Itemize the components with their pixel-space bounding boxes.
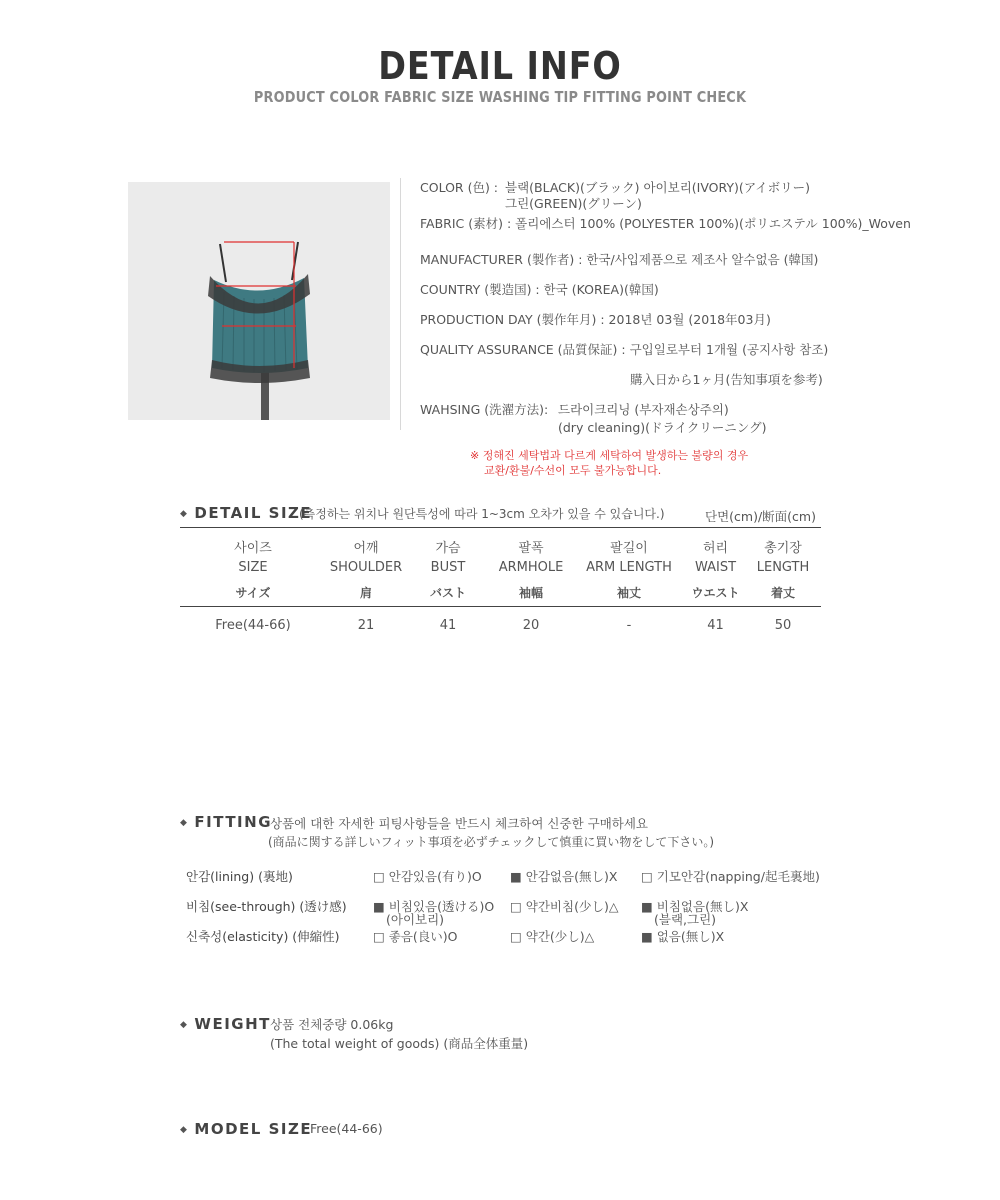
fit-elasticity-opt-3: ■ 없음(無し)X: [641, 929, 725, 944]
detail-size-heading: ◆ DETAIL SIZE: [180, 504, 313, 522]
col-length-kr: 총기장: [764, 541, 802, 556]
washing-line-2: (dry cleaning)(ドライクリーニング): [558, 420, 767, 435]
col-armhole-jp: 袖幅: [518, 586, 543, 600]
size-header-kr: [180, 537, 821, 556]
col-waist-jp: ウエスト: [691, 586, 740, 600]
washing-label: WAHSING (洗濯方法):: [420, 402, 549, 417]
col-armlength-en: ARM LENGTH: [586, 560, 672, 575]
fit-seethrough-opt-3: ■ 비침없음(無し)X: [641, 899, 749, 914]
fit-seethrough-label: 비침(see-through) (透け感): [186, 899, 347, 914]
quality-info-jp: 購入日から1ヶ月(告知事項を参考): [630, 372, 823, 387]
page-title: DETAIL INFO: [378, 44, 622, 88]
fitting-heading: ◆ FITTING: [180, 813, 273, 831]
col-armlength-jp: 袖丈: [616, 586, 641, 600]
fit-elasticity-opt-2: □ 약간(少し)△: [510, 929, 595, 944]
size-header-jp: [180, 584, 821, 601]
diamond-bullet-icon: ◆: [180, 1020, 189, 1030]
weight-line-2: (The total weight of goods) (商品全体重量): [270, 1036, 529, 1051]
product-photo: [128, 182, 390, 420]
fit-lining-label: 안감(lining) (裏地): [186, 869, 293, 884]
detail-size-note: (측정하는 위치나 원단특성에 따라 1~3cm 오차가 있을 수 있습니다.): [299, 507, 665, 521]
fit-lining-opt-2: ■ 안감없음(無し)X: [510, 869, 618, 884]
col-armhole-en: ARMHOLE: [498, 560, 564, 575]
cell-armhole: 20: [522, 618, 540, 633]
weight-heading: ◆ WEIGHT: [180, 1015, 271, 1033]
fit-elasticity-opt-1: □ 좋음(良い)O: [373, 929, 458, 944]
fitting-note-1: 상품에 대한 자세한 피팅사항들을 반드시 체크하여 신중한 구매하세요: [270, 816, 648, 831]
washing-warning-1: ※ 정해진 세탁법과 다르게 세탁하여 발생하는 불량의 경우: [470, 449, 749, 462]
col-size-kr: 사이즈: [234, 541, 272, 556]
model-size-value: Free(44-66): [310, 1121, 383, 1136]
diamond-bullet-icon: ◆: [180, 818, 189, 828]
fitting-note-2: (商品に関する詳しいフィット事項を必ずチェックして慎重に買い物をして下さい。): [268, 835, 715, 849]
diamond-bullet-icon: ◆: [180, 509, 189, 519]
diamond-bullet-icon: ◆: [180, 1125, 189, 1135]
col-shoulder-en: SHOULDER: [329, 560, 403, 575]
col-waist-kr: 허리: [702, 541, 729, 556]
table-mid-rule: [180, 606, 821, 607]
table-top-rule: [180, 527, 821, 528]
fit-lining-opt-1: □ 안감있음(有り)O: [373, 869, 482, 884]
detail-size-unit: 단면(cm)/断面(cm): [705, 509, 816, 524]
color-line-1: 블랙(BLACK)(ブラック) 아이보리(IVORY)(アイボリー): [505, 180, 811, 195]
col-armlength-kr: 팔길이: [610, 541, 648, 556]
divider: [400, 178, 401, 430]
fit-seethrough-opt-1: ■ 비침있음(透ける)O: [373, 899, 495, 914]
weight-line-1: 상품 전체중량 0.06kg: [270, 1017, 394, 1032]
col-length-jp: 着丈: [770, 586, 795, 600]
col-armhole-kr: 팔폭: [518, 541, 544, 556]
table-row: [180, 618, 821, 633]
country-info: COUNTRY (製造国) : 한국 (KOREA)(韓国): [420, 282, 659, 297]
col-bust-jp: バスト: [429, 586, 466, 600]
fabric-info: FABRIC (素材) : 폴리에스터 100% (POLYESTER 100%)(ポリエステル 100%)_Woven: [420, 216, 911, 231]
washing-line-1: 드라이크리닝 (부자재손상주의): [558, 402, 729, 417]
cell-length: 50: [774, 618, 792, 633]
cell-shoulder: 21: [357, 618, 375, 633]
washing-warning-2: 교환/환불/수선이 모두 불가능합니다.: [484, 464, 662, 477]
model-size-heading: ◆ MODEL SIZE: [180, 1120, 313, 1138]
cell-size: Free(44-66): [215, 618, 291, 633]
color-label: COLOR (色) :: [420, 180, 499, 195]
col-shoulder-jp: 肩: [359, 586, 372, 600]
fit-seethrough-sub-3: (블랙,그린): [654, 912, 717, 927]
col-bust-kr: 가슴: [435, 541, 461, 556]
page-subtitle: PRODUCT COLOR FABRIC SIZE WASHING TIP FITTING POINT CHECK: [253, 88, 747, 106]
fit-elasticity-label: 신축성(elasticity) (伸縮性): [186, 929, 340, 944]
fit-seethrough-opt-2: □ 약간비침(少し)△: [510, 899, 619, 914]
col-size-en: SIZE: [238, 560, 268, 575]
color-line-2: 그린(GREEN)(グリーン): [505, 196, 642, 211]
col-waist-en: WAIST: [694, 560, 737, 575]
quality-info: QUALITY ASSURANCE (品質保証) : 구입일로부터 1개월 (공지사항 참조): [420, 342, 829, 357]
camisole-illustration: [128, 182, 390, 420]
col-size-jp: サイズ: [235, 586, 271, 600]
fit-seethrough-sub-1: (아이보리): [386, 912, 445, 927]
manufacturer-info: MANUFACTURER (製作者) : 한국/사입제품으로 제조사 알수없음 (韓国): [420, 252, 819, 267]
col-shoulder-kr: 어깨: [353, 541, 379, 556]
fit-lining-opt-3: □ 기모안감(napping/起毛裏地): [641, 869, 820, 884]
cell-waist: 41: [707, 618, 724, 633]
cell-bust: 41: [439, 618, 457, 633]
col-bust-en: BUST: [430, 560, 466, 575]
cell-armlength: -: [626, 618, 632, 633]
size-header-en: [180, 560, 821, 575]
production-info: PRODUCTION DAY (製作年月) : 2018년 03월 (2018年03月): [420, 312, 771, 327]
col-length-en: LENGTH: [756, 560, 810, 575]
